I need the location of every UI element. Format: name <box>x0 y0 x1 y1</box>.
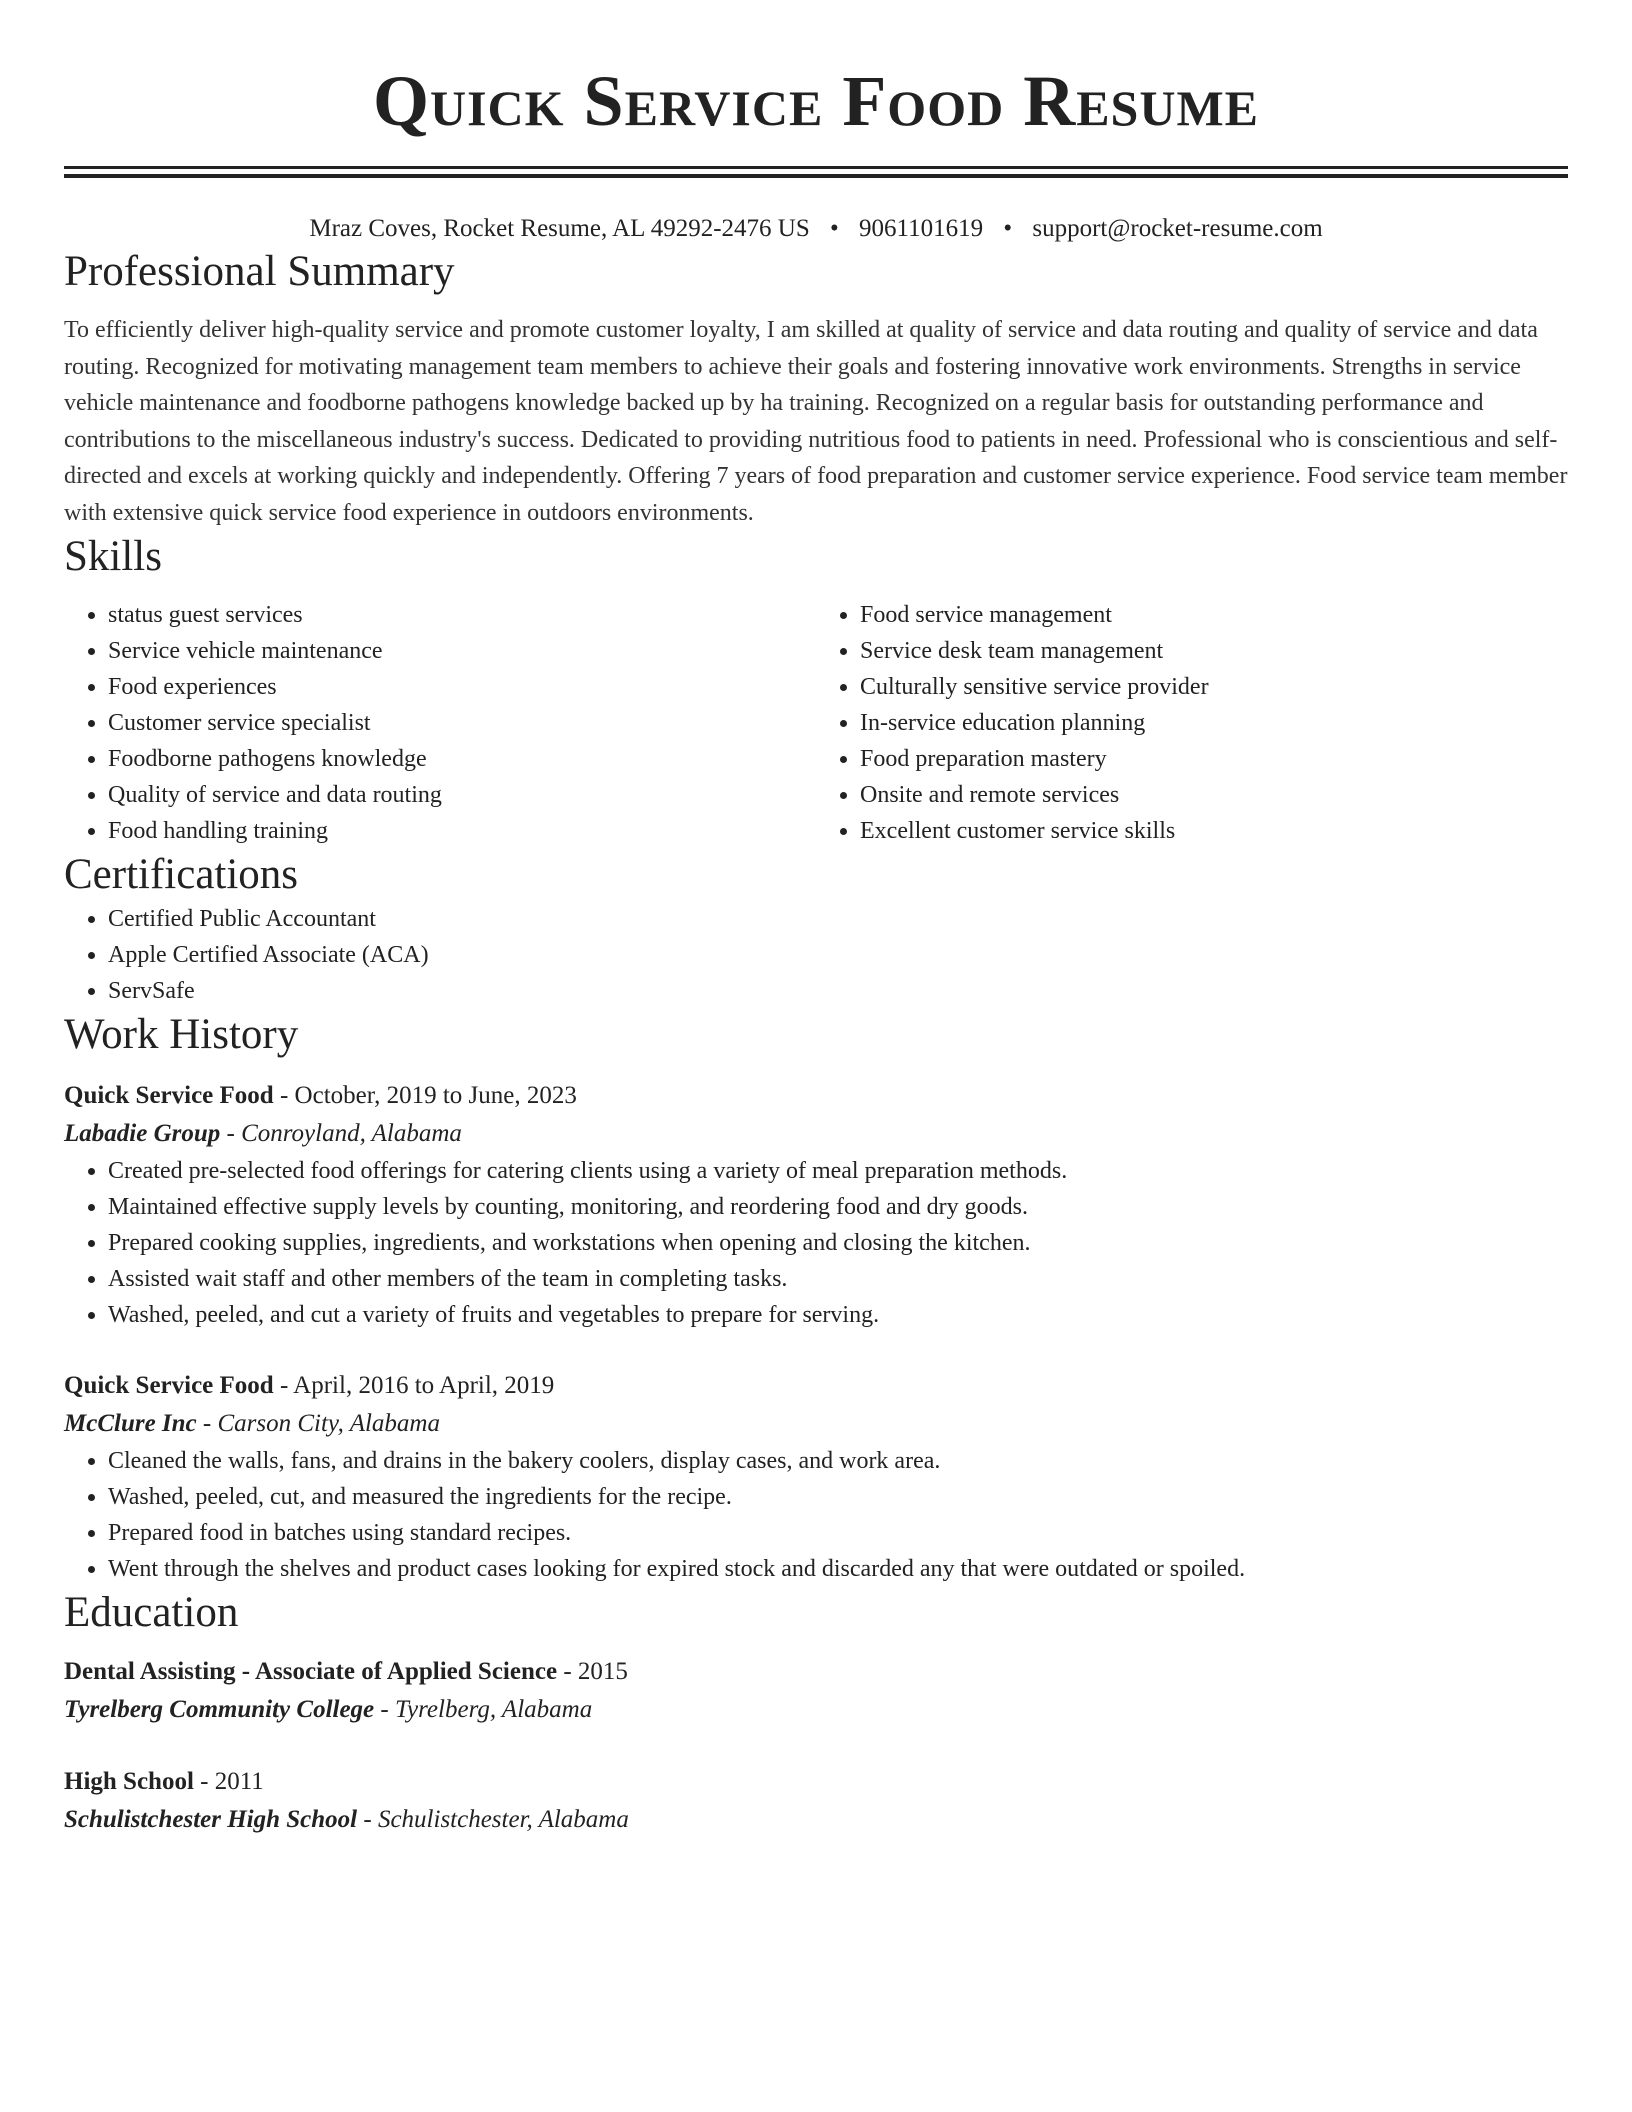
employer-name: Labadie Group <box>64 1120 221 1147</box>
job-duty: • Created pre-selected food offerings for catering clients using a variety of meal preparation methods. <box>108 1153 1568 1189</box>
education-entry <box>64 1653 1568 1729</box>
employer-location: Carson City, Alabama <box>217 1410 440 1437</box>
contact-line <box>64 212 1568 246</box>
skill-item: • status guest services <box>108 597 816 633</box>
job-entry <box>64 1077 1568 1333</box>
degree-year: 2015 <box>577 1658 628 1685</box>
skill-item: • Food handling training <box>108 813 816 849</box>
work-history-heading: Work History <box>64 1011 299 1058</box>
skills-heading: Skills <box>64 533 162 580</box>
contact-email: support@rocket-resume.com <box>1032 215 1323 242</box>
job-duty: • Prepared food in batches using standard recipes. <box>108 1515 1568 1551</box>
degree-line: Dental Assisting - Associate of Applied Science - 2015 <box>64 1658 628 1685</box>
summary-text: To efficiently deliver high-quality service and promote customer loyalty, I am skilled at quality of service and data routing and quality of service and data routing. Recognized for motivating management team members to achieve their goals and fostering innovative work environments. Strengths in service vehicle maintenance and foodborne pathogens knowledge backed up by ha training. Recognized on a regular basis for outstanding performance and contributions to the miscellaneous industry's success. Dedicated to providing nutritious food to patients in need. Professional who is conscientious and self-directed and excels at working quickly and independently. Offering 7 years of food preparation and customer service experience. Food service team member with extensive quick service food experience in outdoors environments. <box>64 317 1568 526</box>
school-line: Schulistchester High School - Schulistchester, Alabama <box>64 1806 629 1833</box>
job-duty: • Washed, peeled, cut, and measured the ingredients for the recipe. <box>108 1479 1568 1515</box>
skill-item: • Service desk team management <box>860 633 1568 669</box>
degree-line: High School - 2011 <box>64 1768 264 1795</box>
skill-item: • Customer service specialist <box>108 705 816 741</box>
employer-line: Labadie Group - Conroyland, Alabama <box>64 1120 462 1147</box>
certifications-list <box>64 901 1568 1009</box>
contact-address: Mraz Coves, Rocket Resume, AL 49292-2476 US <box>309 215 810 242</box>
degree-name: Dental Assisting - Associate of Applied Science <box>64 1658 558 1685</box>
job-title: Quick Service Food <box>64 1082 274 1109</box>
job-duties-list <box>64 1153 1568 1333</box>
school-location: Schulistchester, Alabama <box>377 1806 629 1833</box>
education-entry <box>64 1763 1568 1839</box>
skills-list-right <box>816 597 1568 849</box>
degree-year: 2011 <box>214 1768 264 1795</box>
education-heading: Education <box>64 1589 239 1636</box>
contact-separator: • <box>1003 215 1013 242</box>
job-dates: April, 2016 to April, 2019 <box>293 1372 555 1399</box>
job-title-line: Quick Service Food - October, 2019 to June, 2023 <box>64 1082 577 1109</box>
skill-item: • Service vehicle maintenance <box>108 633 816 669</box>
job-duties-list <box>64 1443 1568 1587</box>
certification-item: • Apple Certified Associate (ACA) <box>108 937 1568 973</box>
skills-columns <box>64 597 1568 849</box>
skill-item: • In-service education planning <box>860 705 1568 741</box>
job-dates: October, 2019 to June, 2023 <box>294 1082 577 1109</box>
job-duty: • Cleaned the walls, fans, and drains in the bakery coolers, display cases, and work area. <box>108 1443 1568 1479</box>
employer-line: McClure Inc - Carson City, Alabama <box>64 1410 440 1437</box>
skill-item: • Food preparation mastery <box>860 741 1568 777</box>
job-duty: • Maintained effective supply levels by counting, monitoring, and reordering food and dry goods. <box>108 1189 1568 1225</box>
job-title: Quick Service Food <box>64 1372 274 1399</box>
school-name: Schulistchester High School <box>64 1806 358 1833</box>
job-duty: • Assisted wait staff and other members of the team in completing tasks. <box>108 1261 1568 1297</box>
school-name: Tyrelberg Community College <box>64 1696 375 1723</box>
employer-name: McClure Inc <box>64 1410 197 1437</box>
contact-phone: 9061101619 <box>859 215 984 242</box>
employer-location: Conroyland, Alabama <box>241 1120 462 1147</box>
job-duty: • Went through the shelves and product cases looking for expired stock and discarded any that were outdated or spoiled. <box>108 1551 1568 1587</box>
title-divider-top <box>64 166 1568 169</box>
degree-name: High School <box>64 1768 194 1795</box>
skill-item: • Culturally sensitive service provider <box>860 669 1568 705</box>
skills-list-left <box>64 597 816 849</box>
school-location: Tyrelberg, Alabama <box>394 1696 593 1723</box>
skill-item: • Food service management <box>860 597 1568 633</box>
contact-separator: • <box>830 215 839 242</box>
job-duty: • Prepared cooking supplies, ingredients, and workstations when opening and closing the kitchen. <box>108 1225 1568 1261</box>
resume-title: Quick Service Food Resume <box>372 61 1259 141</box>
skill-item: • Excellent customer service skills <box>860 813 1568 849</box>
skill-item: • Quality of service and data routing <box>108 777 816 813</box>
job-duty: • Washed, peeled, and cut a variety of fruits and vegetables to prepare for serving. <box>108 1297 1568 1333</box>
title-divider-bottom <box>64 174 1568 178</box>
skill-item: • Onsite and remote services <box>860 777 1568 813</box>
job-entry <box>64 1367 1568 1587</box>
certification-item: • ServSafe <box>108 973 1568 1009</box>
skill-item: • Foodborne pathogens knowledge <box>108 741 816 777</box>
certifications-heading: Certifications <box>64 851 299 898</box>
certification-item: • Certified Public Accountant <box>108 901 1568 937</box>
school-line: Tyrelberg Community College - Tyrelberg, Alabama <box>64 1696 593 1723</box>
job-title-line: Quick Service Food - April, 2016 to April, 2019 <box>64 1372 555 1399</box>
skill-item: • Food experiences <box>108 669 816 705</box>
summary-heading: Professional Summary <box>64 248 455 295</box>
